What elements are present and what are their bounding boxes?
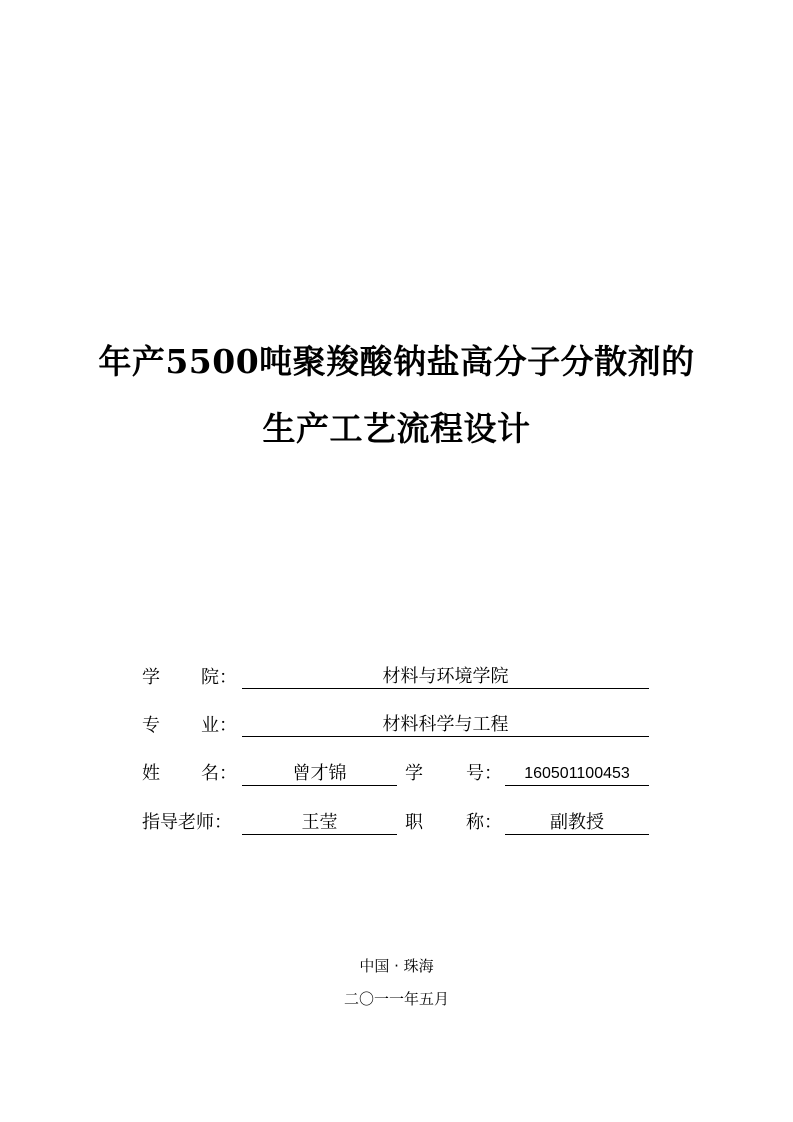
advisor-label: 指导老师： xyxy=(142,812,232,833)
student-id-field: 160501100453 xyxy=(505,763,649,786)
major-field: 材料科学与工程 xyxy=(242,714,649,737)
college-field: 材料与环境学院 xyxy=(242,666,649,689)
name-label-second: 名： xyxy=(201,763,237,784)
rank-label-second: 称： xyxy=(466,812,502,833)
footer-date: 二〇一一年五月 xyxy=(343,990,449,1008)
title-line-1: 年产5500吨聚羧酸钠盐高分子分散剂的 xyxy=(98,342,695,381)
college-label-second: 院： xyxy=(201,667,237,688)
name-label-first: 姓 xyxy=(142,763,160,784)
major-label-second: 业： xyxy=(201,715,237,736)
advisor-field: 王莹 xyxy=(242,812,397,835)
rank-field: 副教授 xyxy=(505,812,649,835)
college-label-first: 学 xyxy=(142,667,160,688)
rank-label-first: 职 xyxy=(405,812,423,833)
major-label-first: 专 xyxy=(142,715,160,736)
student-id-label-second: 号： xyxy=(466,763,502,784)
student-id-label-first: 学 xyxy=(405,763,423,784)
name-field: 曾才锦 xyxy=(242,763,397,786)
footer-place: 中国 · 珠海 xyxy=(359,957,434,975)
title-line-2: 生产工艺流程设计 xyxy=(262,409,531,448)
